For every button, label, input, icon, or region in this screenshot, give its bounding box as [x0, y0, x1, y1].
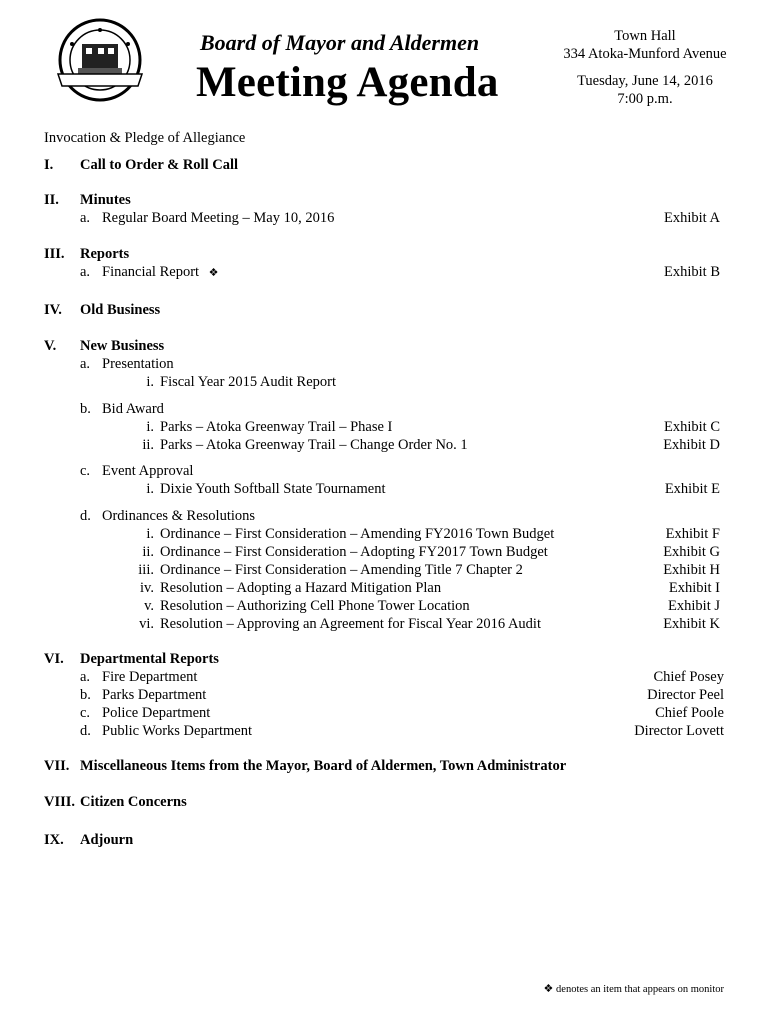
section-number: VII. [44, 758, 70, 774]
agenda-subitem: iii. Ordinance – First Consideration – Amending Title 7 Chapter 2 [138, 562, 523, 578]
exhibit-label: Exhibit A [664, 210, 720, 226]
section-miscellaneous [44, 757, 566, 775]
section-title: Old Business [80, 302, 161, 318]
exhibit-label: Exhibit H [663, 562, 720, 578]
exhibit-label: Exhibit G [663, 544, 720, 560]
footnote-text: denotes an item that appears on monitor [556, 984, 724, 995]
agenda-subitem: vi. Resolution – Approving an Agreement for Fiscal Year 2016 Audit [139, 616, 541, 632]
section-number: VIII. [44, 794, 76, 810]
section-departmental-reports [44, 650, 219, 668]
agenda-title: Meeting Agenda [196, 59, 499, 106]
agenda-item: d. Ordinances & Resolutions [80, 508, 256, 524]
section-number: V. [44, 338, 57, 354]
agenda-subitem: i. Ordinance – First Consideration – Amending FY2016 Town Budget [146, 526, 555, 542]
presenter-label: Director Peel [647, 687, 724, 703]
section-title: Adjourn [80, 832, 134, 848]
presenter-label: Director Lovett [634, 723, 724, 739]
exhibit-label: Exhibit E [664, 481, 720, 497]
monitor-diamond-icon: ❖ [208, 266, 219, 279]
agenda-subitem: i. Parks – Atoka Greenway Trail – Phase I [146, 419, 393, 435]
section-old-business [44, 301, 160, 319]
section-reports [44, 245, 129, 263]
section-title: Miscellaneous Items from the Mayor, Board of Aldermen, Town Administrator [80, 758, 567, 774]
meeting-venue-block [530, 27, 760, 108]
section-number: III. [44, 246, 65, 262]
monitor-footnote [544, 982, 724, 995]
section-minutes [44, 191, 131, 209]
invocation-line: Invocation & Pledge of Allegiance [44, 130, 246, 146]
agenda-subitem: i. Fiscal Year 2015 Audit Report [146, 374, 337, 390]
section-call-to-order [44, 156, 238, 174]
exhibit-label: Exhibit D [663, 437, 720, 453]
board-title: Board of Mayor and Aldermen [200, 30, 480, 55]
venue-address: 334 Atoka-Munford Avenue [563, 46, 727, 62]
venue-name: Town Hall [614, 28, 676, 44]
section-number: IV. [44, 302, 62, 318]
agenda-subitem: v. Resolution – Authorizing Cell Phone Tower Location [144, 598, 470, 614]
section-title: New Business [80, 338, 165, 354]
meeting-date: Tuesday, June 14, 2016 [577, 73, 713, 89]
agenda-item: a. Presentation [80, 356, 174, 372]
presenter-label: Chief Posey [653, 669, 724, 685]
agenda-subitem: iv. Resolution – Adopting a Hazard Mitigation Plan [140, 580, 442, 596]
section-number: II. [44, 192, 59, 208]
meeting-time: 7:00 p.m. [617, 91, 673, 107]
section-adjourn [44, 831, 133, 849]
agenda-header [0, 0, 770, 125]
exhibit-label: Exhibit C [664, 419, 720, 435]
agenda-subitem: i. Dixie Youth Softball State Tournament [146, 481, 386, 497]
section-title: Minutes [80, 192, 131, 208]
section-number: I. [44, 157, 54, 173]
agenda-subitem: ii. Ordinance – First Consideration – Adopting FY2017 Town Budget [142, 544, 548, 560]
agenda-item: d. Public Works Department [80, 723, 252, 739]
agenda-item: b. Parks Department [80, 687, 207, 703]
agenda-item: c. Police Department [80, 705, 211, 721]
exhibit-label: Exhibit B [664, 264, 720, 280]
section-title: Call to Order & Roll Call [80, 157, 239, 173]
section-title: Reports [80, 246, 130, 262]
agenda-item: a. Regular Board Meeting – May 10, 2016 [80, 210, 335, 226]
agenda-item: a. Fire Department [80, 669, 198, 685]
section-title: Departmental Reports [80, 651, 219, 667]
agenda-item: b. Bid Award [80, 401, 164, 417]
section-number: VI. [44, 651, 64, 667]
agenda-item: c. Event Approval [80, 463, 194, 479]
section-number: IX. [44, 832, 64, 848]
exhibit-label: Exhibit F [665, 526, 720, 542]
section-title: Citizen Concerns [80, 794, 187, 810]
section-new-business [44, 337, 164, 355]
agenda-subitem: ii. Parks – Atoka Greenway Trail – Change Order No. 1 [142, 437, 468, 453]
presenter-label: Chief Poole [655, 705, 724, 721]
exhibit-label: Exhibit K [663, 616, 720, 632]
town-seal-logo [52, 14, 148, 110]
monitor-diamond-icon: ❖ [543, 982, 554, 995]
section-citizen-concerns [44, 793, 187, 811]
exhibit-label: Exhibit I [668, 580, 720, 596]
agenda-item: a. Financial Report ❖ [80, 264, 219, 280]
exhibit-label: Exhibit J [668, 598, 720, 614]
